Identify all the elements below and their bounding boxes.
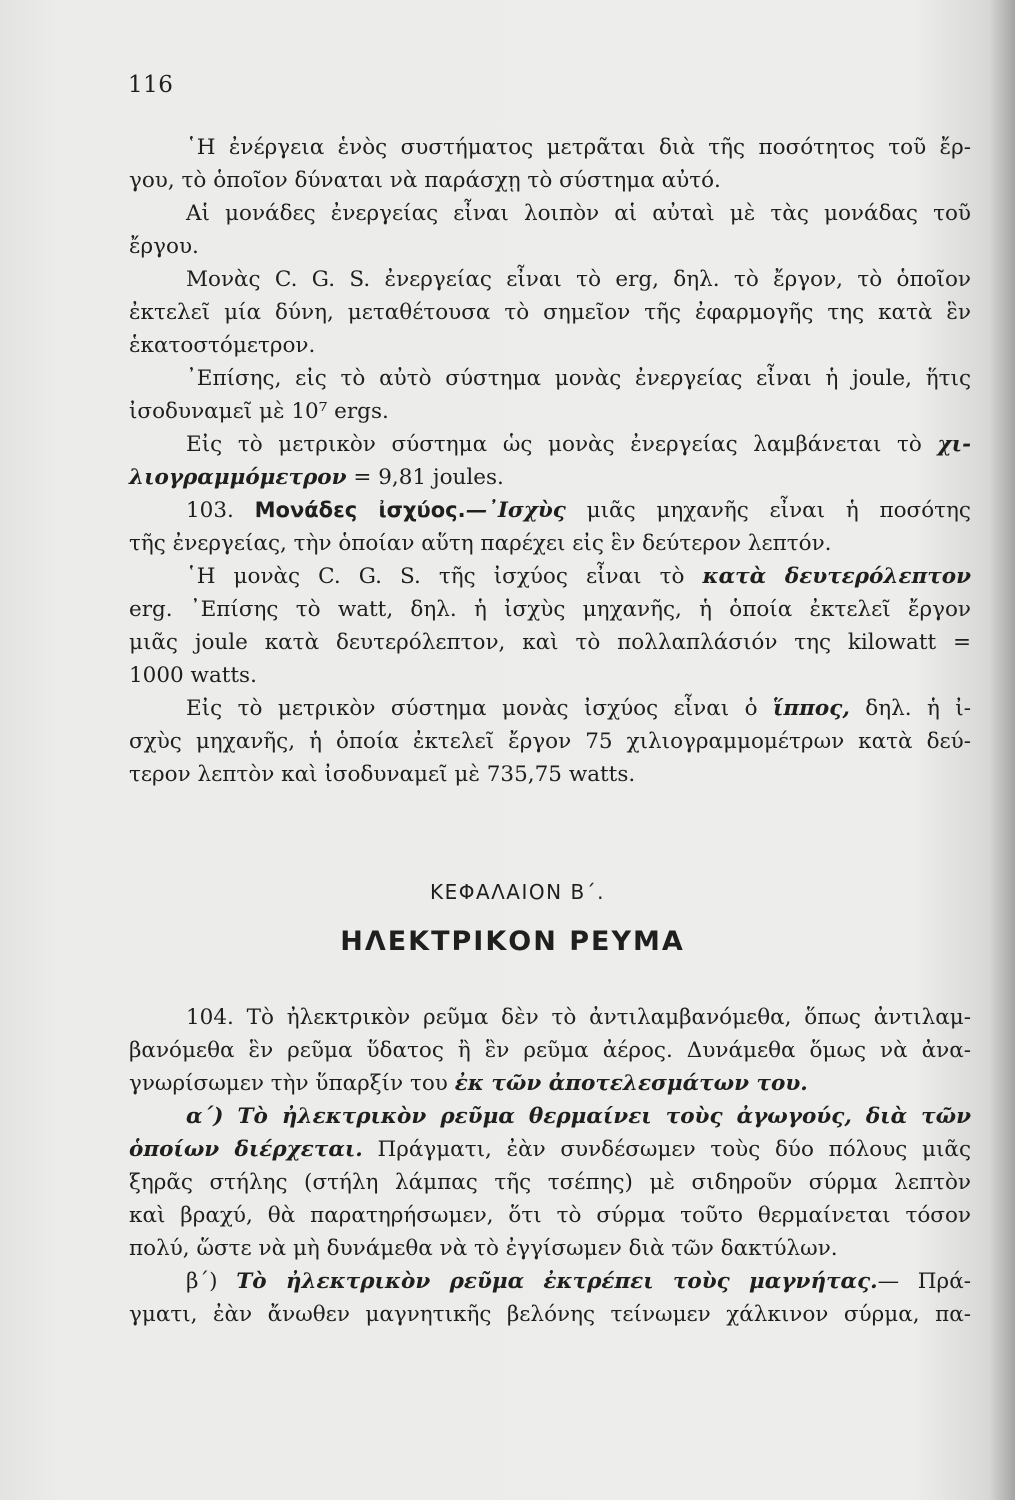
text-line: ῾Η ἐνέργεια ἑνὸς συστήματος μετρᾶται διὰ τῆς ποσότητος τοῦ ἔρ- [186, 135, 971, 160]
italic-term: —᾿Ισχὺς [465, 498, 566, 523]
text-line: ξηρᾶς στήλης (στήλη λάμπας τῆς τσέπης) μὲ σιδηροῦν σύρμα λεπτὸν [129, 1170, 971, 1195]
text-line: ἐκτελεῖ μία δύνη, μεταθέτουσα τὸ σημεῖον τῆς ἐφαρμογῆς της κατὰ ἓν [129, 300, 971, 325]
subsection-a-heading: α΄) Τὸ ἠλεκτρικὸν ρεῦμα θερμαίνει τοὺς ἀγωγούς, διὰ τῶν [186, 1104, 971, 1129]
text-run: γνωρίσωμεν τὴν ὕπαρξίν του [129, 1071, 448, 1096]
text-line: καὶ βραχύ, θὰ παρατηρήσωμεν, ὅτι τὸ σύρμα τοῦτο θερμαίνεται τόσον [129, 1203, 971, 1228]
text-line: ᾿Επίσης, εἰς τὸ αὐτὸ σύστημα μονὰς ἐνεργείας εἶναι ἡ joule, ἥτις [186, 366, 971, 391]
text-line [129, 428, 971, 461]
text-run: Εἰς τὸ μετρικὸν σύστημα μονὰς ἰσχύος εἶναι ὁ [186, 696, 758, 721]
text-line [129, 1067, 971, 1100]
section-title: Μονάδες ἰσχύος. [254, 498, 466, 522]
text-line: ἔργου. [129, 234, 199, 259]
text-line: 1000 watts. [129, 663, 257, 688]
text-run: δηλ. ἡ ἰ- [865, 696, 972, 721]
italic-term: ἐκ τῶν ἀποτελεσμάτων του. [454, 1071, 808, 1096]
text-line [129, 461, 971, 494]
text-run: Πράγματι, ἐὰν συνδέσωμεν τοὺς δύο πόλους μιᾶς [377, 1137, 971, 1162]
text-line: Μονὰς C. G. S. ἐνεργείας εἶναι τὸ erg, δηλ. τὸ ἔργον, τὸ ὁποῖον [186, 267, 971, 292]
italic-term: χι- [937, 432, 971, 457]
subsection-b-heading [129, 1265, 971, 1298]
text-run: = 9,81 joules. [353, 465, 504, 490]
text-line: γματι, ἐὰν ἄνωθεν μαγνητικῆς βελόνης τείνωμεν χάλκινον σύρμα, πα- [129, 1302, 971, 1327]
italic-term: κατὰ δευτερόλεπτον [702, 564, 971, 589]
section-104 [129, 1001, 971, 1331]
section-heading-line [129, 494, 971, 527]
text-line: ἑκατοστόμετρον. [129, 333, 316, 358]
energy-paragraphs [129, 131, 971, 494]
italic-term: ὁποίων διέρχεται. [129, 1137, 363, 1162]
italic-term: Τὸ ἠλεκτρικὸν ρεῦμα ἐκτρέπει τοὺς μαγνήτας. [236, 1269, 878, 1294]
text-line: τῆς ἐνεργείας, τὴν ὁποίαν αὕτη παρέχει εἰς ἓν δεύτερον λεπτόν. [129, 531, 832, 556]
text-line: πολύ, ὥστε νὰ μὴ δυνάμεθα νὰ τὸ ἐγγίσωμεν διὰ τῶν δακτύλων. [129, 1236, 838, 1261]
chapter-title: ΗΛΕΚΤΡΙΚΟΝ ΡΕΥΜΑ [340, 926, 685, 957]
section-number: 103. [186, 498, 234, 523]
italic-term: ἵππος, [773, 696, 850, 721]
text-line: βανόμεθα ἓν ρεῦμα ὕδατος ἢ ἓν ρεῦμα ἀέρος. Δυνάμεθα ὅμως νὰ ἀνα- [129, 1038, 971, 1063]
text-line: 104. Τὸ ἠλεκτρικὸν ρεῦμα δὲν τὸ ἀντιλαμβανόμεθα, ὅπως ἀντιλαμ- [186, 1005, 971, 1030]
text-run: ῾Η μονὰς C. G. S. τῆς ἰσχύος εἶναι τὸ [186, 564, 685, 589]
text-line: μιᾶς joule κατὰ δευτερόλεπτον, καὶ τὸ πολλαπλάσιόν της kilowatt = [129, 630, 971, 655]
section-103 [129, 494, 971, 791]
page-number: 116 [128, 72, 174, 98]
text-line [129, 560, 971, 593]
text-run: — Πρά- [877, 1269, 971, 1294]
text-line: σχὺς μηχανῆς, ἡ ὁποία ἐκτελεῖ ἔργον 75 χιλιογραμμομέτρων κατὰ δεύ- [129, 729, 971, 754]
chapter-label: ΚΕΦΑΛΑΙΟΝ Β΄. [429, 880, 606, 904]
text-line: ἰσοδυναμεῖ μὲ 10⁷ ergs. [129, 399, 389, 424]
text-line: τερον λεπτὸν καὶ ἰσοδυναμεῖ μὲ 735,75 watts. [129, 762, 636, 787]
text-line [129, 692, 971, 725]
text-run: β΄) [186, 1269, 218, 1294]
text-line: erg. ᾿Επίσης τὸ watt, δηλ. ἡ ἰσχὺς μηχανῆς, ἡ ὁποία ἐκτελεῖ ἔργον [129, 597, 971, 622]
page-edge-shadow [989, 0, 1015, 1500]
text-line: γου, τὸ ὁποῖον δύναται νὰ παράσχῃ τὸ σύστημα αὐτό. [129, 168, 721, 193]
text-run: μιᾶς μηχανῆς εἶναι ἡ ποσότης [586, 498, 971, 523]
text-line [129, 1133, 971, 1166]
text-line: Αἱ μονάδες ἐνεργείας εἶναι λοιπὸν αἱ αὐταὶ μὲ τὰς μονάδας τοῦ [186, 201, 971, 226]
text-run: Εἰς τὸ μετρικὸν σύστημα ὡς μονὰς ἐνεργείας λαμβάνεται τὸ [186, 432, 922, 457]
italic-term: λιογραμμόμετρον [129, 465, 347, 490]
